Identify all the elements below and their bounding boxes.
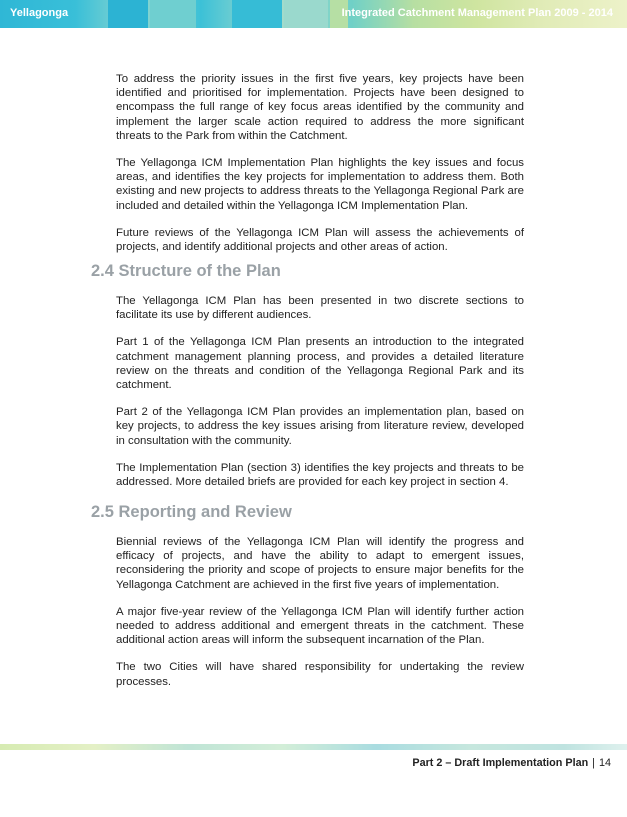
header-band-block (150, 0, 196, 28)
structure-section (116, 294, 524, 502)
body-paragraph: Part 2 of the Yellagonga ICM Plan provides an implementation plan, based on key projects, to address the key issues arising from literature review, developed in consultation with the community. (116, 406, 524, 447)
body-paragraph: Future reviews of the Yellagonga ICM Plan will assess the achievements of projects, and identify additional projects and other areas of action. (116, 226, 524, 254)
header-document-title: Integrated Catchment Management Plan 2009 - 2014 (341, 7, 613, 19)
header-band-block (232, 0, 282, 28)
page-footer (412, 757, 611, 769)
body-paragraph: To address the priority issues in the first five years, key projects have been identified and prioritised for implementation. Projects have been designed to encompass the full range of key focus areas identified by the community and implement the larger scale action required to address the more significant threats to the Park from within the Catchment. (116, 73, 524, 142)
reporting-section (116, 535, 524, 702)
header-band-block (108, 0, 148, 28)
body-paragraph: Part 1 of the Yellagonga ICM Plan presents an introduction to the integrated catchment management planning process, and provides a detailed literature review on the threats and condition of the Yellagonga Regional Park and its catchment. (116, 336, 524, 392)
footer-separator: | (592, 757, 595, 769)
footer-band (0, 744, 627, 750)
body-paragraph: The Implementation Plan (section 3) identifies the key projects and threats to be addressed. More detailed briefs are provided for each key project in section 4. (116, 461, 524, 489)
body-paragraph: A major five-year review of the Yellagonga ICM Plan will identify further action needed to address additional and emergent threats in the catchment. These additional action areas will inform the subsequent incarnation of the Plan. (116, 605, 524, 647)
section-heading-structure: 2.4 Structure of the Plan (91, 262, 281, 280)
header-band (0, 0, 627, 28)
section-heading-reporting: 2.5 Reporting and Review (91, 503, 292, 521)
body-paragraph: The two Cities will have shared responsibility for undertaking the review processes. (116, 661, 524, 688)
page-number: 14 (598, 757, 611, 769)
intro-section (116, 72, 524, 267)
header-band-block (284, 0, 328, 28)
body-paragraph: The Yellagonga ICM Implementation Plan highlights the key issues and focus areas, and identifies the key projects for implementation to address them. Both existing and new projects to address threats to the Yellagonga Regional Park are included and detailed within the Yellagonga ICM Implementation Plan. (116, 157, 524, 212)
footer-label: Part 2 – Draft Implementation Plan (412, 757, 589, 769)
header-org-title: Yellagonga (10, 7, 69, 19)
body-paragraph: Biennial reviews of the Yellagonga ICM Plan will identify the progress and efficacy of projects, and have the ability to adapt to emergent issues, reconsidering the priority and scope of projects to ensure major benefits for the Yellagonga Catchment are achieved in the first five years of implementation. (116, 536, 524, 591)
body-paragraph: The Yellagonga ICM Plan has been presented in two discrete sections to facilitate its use by different audiences. (116, 295, 524, 322)
